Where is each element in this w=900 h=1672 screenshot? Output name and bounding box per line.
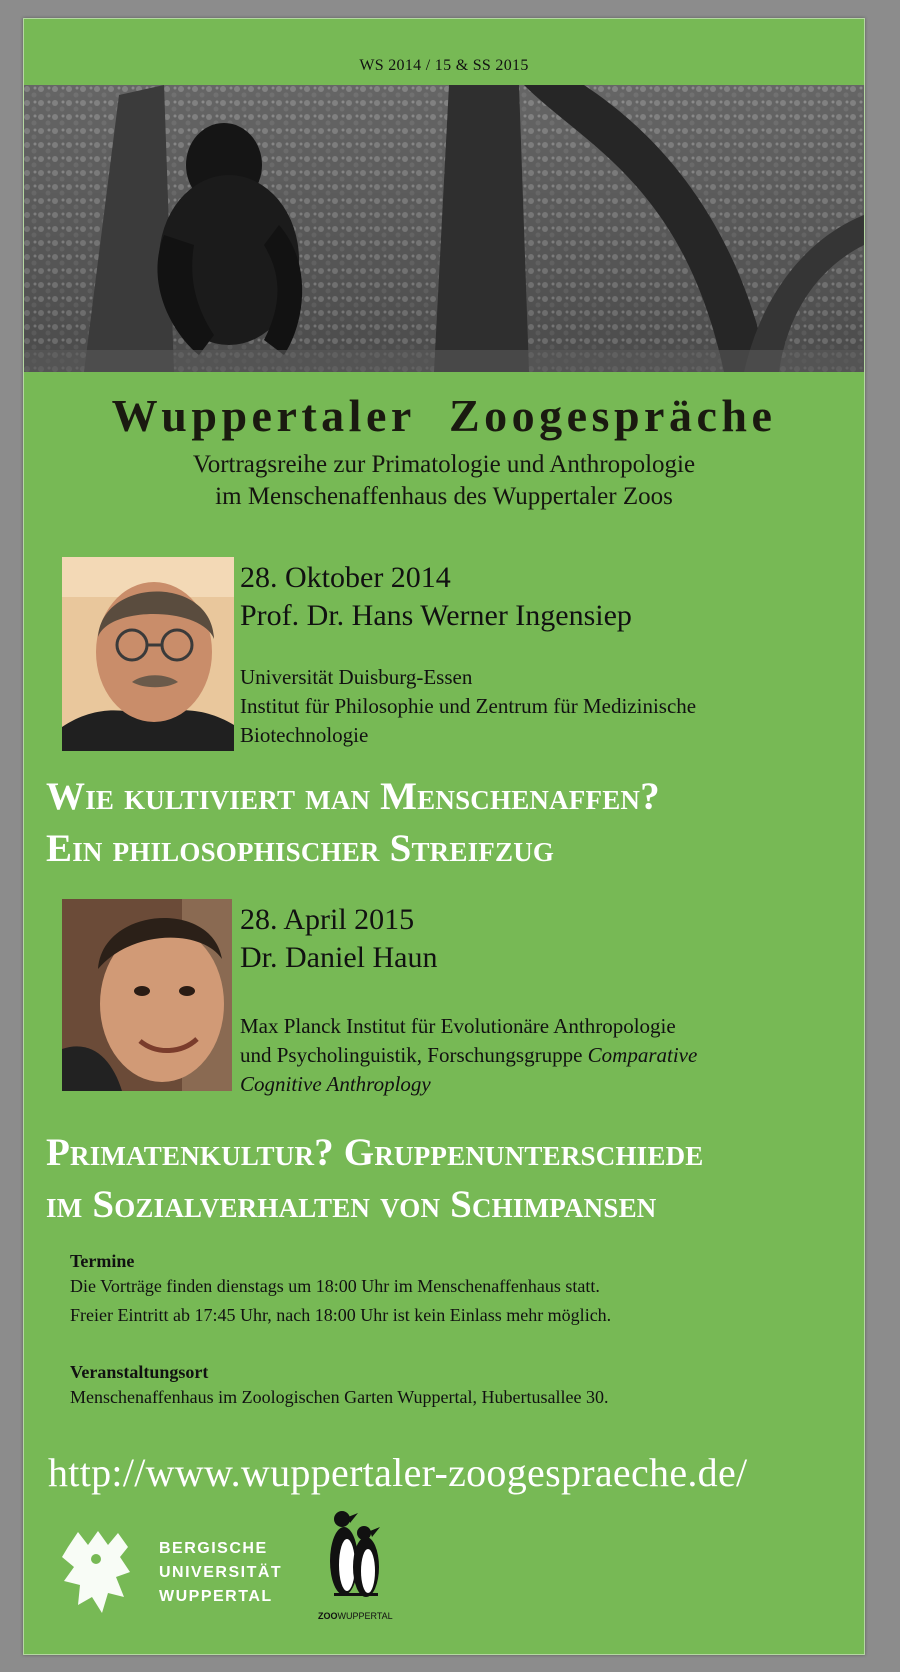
- speaker-affiliation-1: [240, 663, 850, 750]
- affiliation-line: Max Planck Institut für Evolutionäre Anthropologie: [240, 1014, 676, 1038]
- speaker-portrait-1: [62, 557, 234, 751]
- series-title: Wuppertaler Zoogespräche: [111, 390, 777, 441]
- termine-line-1: Die Vorträge finden dienstags um 18:00 Uhr im Menschenaffenhaus statt.: [70, 1276, 600, 1296]
- speaker-affiliation-2: [240, 1012, 850, 1099]
- talk-date-1: 28. Oktober 2014: [240, 561, 451, 594]
- affiliation-text: und Psycholinguistik, Forschungsgruppe: [240, 1043, 588, 1067]
- poster: [23, 18, 865, 1655]
- talk-title-line: Wie kultiviert man Menschenaffen?: [46, 775, 660, 818]
- university-lion-icon: [58, 1527, 140, 1617]
- logo-line: WUPPERTAL: [159, 1588, 273, 1605]
- talk-title-line: im Sozialverhalten von Schimpansen: [46, 1183, 657, 1226]
- semester-label: WS 2014 / 15 & SS 2015: [359, 57, 529, 74]
- termine-line-2: Freier Eintritt ab 17:45 Uhr, nach 18:00 Uhr ist kein Einlass mehr möglich.: [70, 1305, 612, 1325]
- talk-title-line: Primatenkultur? Gruppenunterschiede: [46, 1131, 704, 1174]
- venue-section: [70, 1362, 608, 1412]
- affiliation-italic: Comparative: [587, 1043, 698, 1067]
- gorilla-photo: [24, 85, 864, 372]
- website-link[interactable]: http://www.wuppertaler-zoogespraeche.de/: [48, 1450, 748, 1495]
- zoo-logo-text: [318, 1611, 393, 1621]
- logo-line: UNIVERSITÄT: [159, 1564, 283, 1581]
- speaker-name-2: Dr. Daniel Haun: [240, 941, 438, 974]
- zoo-logo-rest: WUPPERTAL: [337, 1611, 393, 1621]
- talk-title-1: [46, 771, 660, 875]
- penguin-icon: [320, 1497, 390, 1609]
- affiliation-line: Biotechnologie: [240, 723, 369, 747]
- speaker-name-1: Prof. Dr. Hans Werner Ingensiep: [240, 599, 632, 632]
- university-logo-text: [159, 1537, 282, 1609]
- affiliation-line: [240, 1041, 850, 1070]
- subtitle-line-1: Vortragsreihe zur Primatologie und Anthropologie: [192, 451, 696, 478]
- termine-section: [70, 1251, 611, 1330]
- venue-heading: Veranstaltungsort: [70, 1362, 209, 1382]
- termine-heading: Termine: [70, 1251, 135, 1271]
- talk-date-2: 28. April 2015: [240, 903, 415, 936]
- subtitle-line-2: im Menschenaffenhaus des Wuppertaler Zoos: [215, 483, 673, 510]
- series-subtitle: [24, 449, 864, 513]
- affiliation-line: Cognitive Anthroplogy: [240, 1072, 431, 1096]
- affiliation-line: Institut für Philosophie und Zentrum für Medizinische: [240, 694, 697, 718]
- talk-title-line: Ein philosophischer Streifzug: [46, 827, 555, 870]
- affiliation-line: Universität Duisburg-Essen: [240, 665, 473, 689]
- zoo-logo-bold: ZOO: [318, 1611, 338, 1621]
- speaker-portrait-2: [62, 899, 232, 1091]
- venue-line: Menschenaffenhaus im Zoologischen Garten Wuppertal, Hubertusallee 30.: [70, 1387, 609, 1407]
- talk-title-2: [46, 1127, 704, 1231]
- logo-line: BERGISCHE: [159, 1540, 268, 1557]
